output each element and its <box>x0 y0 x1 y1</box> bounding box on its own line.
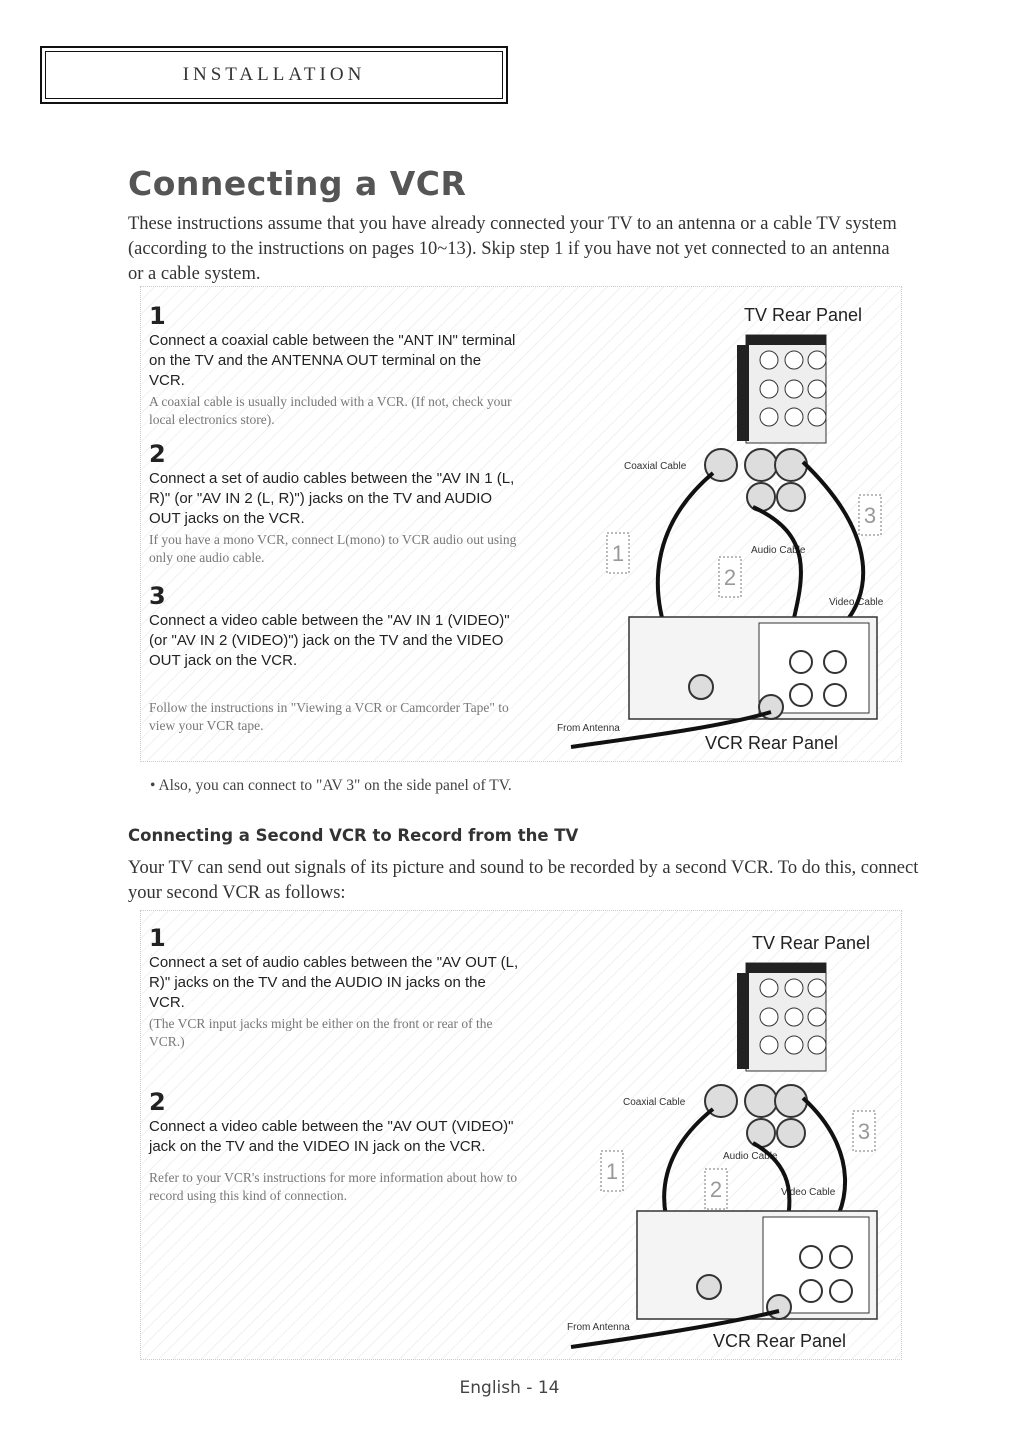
side-panel-note: • Also, you can connect to "AV 3" on the side panel of TV. <box>150 777 512 794</box>
second-vcr-heading: Connecting a Second VCR to Record from the TV <box>128 826 579 845</box>
av-in-out-header <box>746 335 826 345</box>
step-note: Refer to your VCR's instructions for more information about how to record using this kind of connection. <box>149 1170 518 1203</box>
audio-cable-label: Audio Cable <box>723 1151 778 1162</box>
step-number: 2 <box>149 440 166 468</box>
tv-rear-panel-label: TV Rear Panel <box>751 933 871 953</box>
second-vcr-diagram <box>541 911 903 1361</box>
step-note: A coaxial cable is usually included with a VCR. (If not, check your local electronics store). <box>149 394 512 427</box>
video-cable-label: Video Cable <box>781 1187 836 1198</box>
second-vcr-connection-panel <box>140 910 902 1360</box>
page-title: Connecting a VCR <box>128 164 467 203</box>
step-text: Connect a video cable between the "AV OUT (VIDEO)" jack on the TV and the VIDEO IN jack on the VCR. <box>149 1118 514 1155</box>
vcr-jack-panel <box>629 617 877 719</box>
tv-cable-connectors <box>705 449 807 511</box>
step <box>149 1087 519 1205</box>
step-number: 1 <box>149 924 166 952</box>
step-callout-1 <box>607 533 629 573</box>
svg-text:1: 1 <box>605 1159 619 1184</box>
svg-text:1: 1 <box>611 541 625 566</box>
step-text: Connect a set of audio cables between the "AV OUT (L, R)" jacks on the TV and the AUDIO IN jacks on the VCR. <box>149 954 519 1011</box>
tv-cable-connectors <box>705 1085 807 1147</box>
video-cable-label: Video Cable <box>829 597 884 608</box>
step-text: Connect a video cable between the "AV IN 1 (VIDEO)" (or "AV IN 2 (VIDEO)") jack on the TV and the VIDEO OUT jack on the VCR. <box>149 612 510 669</box>
vcr-jack-panel <box>637 1211 877 1319</box>
step <box>149 923 519 1051</box>
audio-cable-label: Audio Cable <box>751 545 806 556</box>
second-vcr-intro: Your TV can send out signals of its picture and sound to be recorded by a second VCR. To do this, connect your second VCR as follows: <box>128 858 919 903</box>
step-note: (The VCR input jacks might be either on the front or rear of the VCR.) <box>149 1016 493 1049</box>
connection-diagram <box>541 287 903 763</box>
step-callout-2 <box>719 557 741 597</box>
step-callout-1 <box>601 1151 623 1191</box>
step-text: Connect a set of audio cables between the "AV IN 1 (L, R)" (or "AV IN 2 (L, R)") jacks on the TV and AUDIO OUT jacks on the VCR. <box>149 470 515 527</box>
svg-text:3: 3 <box>857 1119 871 1144</box>
intro-paragraph: These instructions assume that you have already connected your TV to an antenna or a cable TV system (according to the instructions on pages 10~13). Skip step 1 if you have not yet connected to an antenna or a cable system. <box>128 214 897 284</box>
svg-text:2: 2 <box>723 565 737 590</box>
av-in-out-header <box>746 963 826 973</box>
tv-rear-panel-label: TV Rear Panel <box>743 305 863 325</box>
svg-text:3: 3 <box>863 503 877 528</box>
tv-jack-panel <box>737 335 826 443</box>
from-antenna-label: From Antenna <box>567 1322 630 1333</box>
coaxial-cable-label: Coaxial Cable <box>624 461 687 472</box>
step <box>149 581 519 735</box>
step-text: Connect a coaxial cable between the "ANT IN" terminal on the TV and the ANTENNA OUT terminal on the VCR. <box>149 332 516 389</box>
step-note: If you have a mono VCR, connect L(mono) to VCR audio out using only one audio cable. <box>149 532 517 565</box>
step-number: 1 <box>149 302 166 330</box>
step-callout-3 <box>859 495 881 535</box>
vcr-rear-panel-label: VCR Rear Panel <box>713 1331 847 1351</box>
side-panel-note-text: Also, you can connect to "AV 3" on the side panel of TV. <box>158 777 512 794</box>
tv-jack-panel <box>737 963 826 1071</box>
from-antenna-label: From Antenna <box>557 723 620 734</box>
step-note: Follow the instructions in "Viewing a VCR or Camcorder Tape" to view your VCR tape. <box>149 700 509 733</box>
vcr-rear-panel-label: VCR Rear Panel <box>705 733 839 753</box>
step-number: 3 <box>149 582 166 610</box>
step <box>149 439 519 567</box>
svg-text:2: 2 <box>709 1177 723 1202</box>
coaxial-cable-label: Coaxial Cable <box>623 1097 686 1108</box>
vcr-connection-panel <box>140 286 902 762</box>
step-callout-2 <box>705 1169 727 1209</box>
section-header-box <box>40 46 508 104</box>
step <box>149 301 519 429</box>
section-header: INSTALLATION <box>182 64 366 85</box>
step-number: 2 <box>149 1088 166 1116</box>
step-callout-3 <box>853 1111 875 1151</box>
page-footer: English - 14 <box>459 1378 560 1398</box>
